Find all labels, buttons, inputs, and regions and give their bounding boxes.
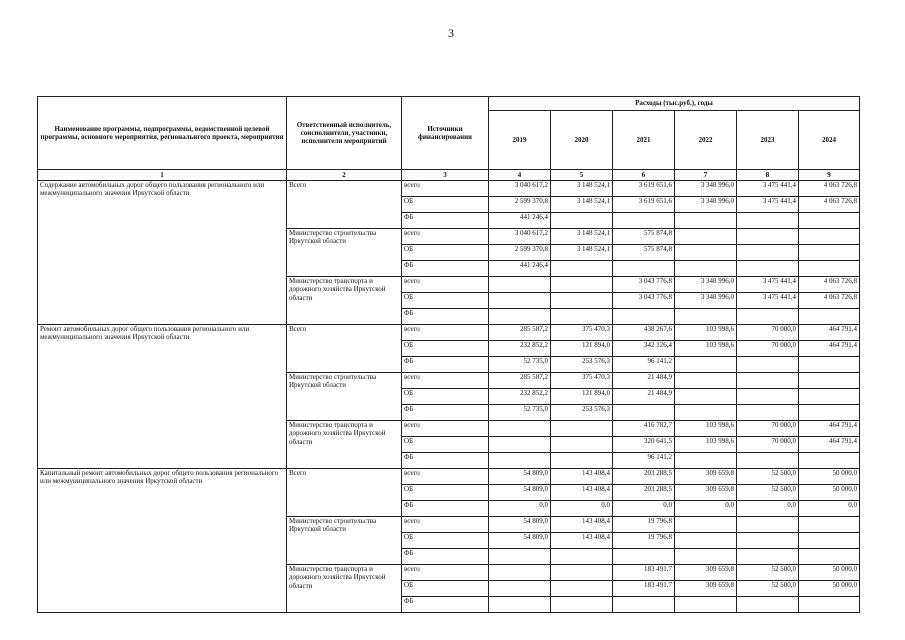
amount-cell	[737, 261, 799, 277]
amount-cell: 70 000,0	[737, 325, 799, 341]
amount-cell	[489, 565, 551, 581]
measure-name: Капитальный ремонт автомобильных дорог общего пользования регионального или межмуниципального значения Иркутской области	[38, 469, 287, 613]
amount-cell	[489, 437, 551, 453]
amount-cell: 54 809,0	[489, 469, 551, 485]
table-row	[38, 325, 860, 341]
amount-cell: 21 484,9	[613, 389, 675, 405]
amount-cell: 103 998,6	[675, 325, 737, 341]
funding-source: ФБ	[402, 501, 489, 517]
amount-cell	[675, 213, 737, 229]
funding-source: ОБ	[402, 293, 489, 309]
amount-cell: 143 408,4	[551, 469, 613, 485]
amount-cell: 70 000,0	[737, 341, 799, 357]
measure-name: Ремонт автомобильных дорог общего пользования регионального или межмуниципального значения Иркутской области	[38, 325, 287, 469]
amount-cell: 416 782,7	[613, 421, 675, 437]
amount-cell: 375 470,3	[551, 325, 613, 341]
amount-cell: 96 141,2	[613, 453, 675, 469]
amount-cell	[799, 453, 860, 469]
amount-cell	[489, 277, 551, 293]
amount-cell	[737, 357, 799, 373]
funding-source: ФБ	[402, 597, 489, 613]
amount-cell	[737, 405, 799, 421]
amount-cell	[737, 389, 799, 405]
amount-cell	[551, 309, 613, 325]
executor: Всего	[287, 181, 402, 229]
amount-cell: 203 288,5	[613, 469, 675, 485]
amount-cell: 103 998,6	[675, 437, 737, 453]
amount-cell	[675, 389, 737, 405]
column-number: 7	[675, 170, 737, 181]
amount-cell: 0,0	[489, 501, 551, 517]
amount-cell: 3 148 524,1	[551, 245, 613, 261]
amount-cell	[489, 293, 551, 309]
amount-cell: 2 599 370,8	[489, 197, 551, 213]
header-name: Наименование программы, подпрограммы, ведомственной целевой программы, основного мероприятия, региональнгого проекта, мероприятия	[38, 97, 287, 170]
amount-cell	[551, 597, 613, 613]
header-executor: Ответственный исполнитель, соисполнители, участники, исполнители мероприятий	[287, 97, 402, 170]
table-row	[38, 469, 860, 485]
amount-cell: 342 126,4	[613, 341, 675, 357]
amount-cell: 3 040 617,2	[489, 229, 551, 245]
amount-cell	[551, 453, 613, 469]
amount-cell: 143 408,4	[551, 485, 613, 501]
amount-cell	[551, 421, 613, 437]
amount-cell: 575 874,8	[613, 229, 675, 245]
amount-cell	[675, 453, 737, 469]
funding-source: ФБ	[402, 261, 489, 277]
amount-cell	[489, 549, 551, 565]
funding-source: всего	[402, 373, 489, 389]
expenses-table	[37, 96, 860, 613]
amount-cell	[737, 245, 799, 261]
funding-source: ФБ	[402, 405, 489, 421]
funding-source: всего	[402, 181, 489, 197]
amount-cell: 52 500,0	[737, 485, 799, 501]
amount-cell	[737, 213, 799, 229]
amount-cell	[551, 277, 613, 293]
amount-cell: 464 791,4	[799, 341, 860, 357]
amount-cell	[613, 597, 675, 613]
amount-cell: 52 500,0	[737, 581, 799, 597]
amount-cell: 3 040 617,2	[489, 181, 551, 197]
amount-cell	[737, 517, 799, 533]
executor: Министерство строительства Иркутской области	[287, 229, 402, 277]
amount-cell: 96 141,2	[613, 357, 675, 373]
amount-cell: 121 894,0	[551, 389, 613, 405]
amount-cell: 309 659,8	[675, 565, 737, 581]
amount-cell: 375 470,3	[551, 373, 613, 389]
amount-cell	[737, 229, 799, 245]
amount-cell: 3 475 441,4	[737, 197, 799, 213]
amount-cell	[551, 213, 613, 229]
funding-source: ОБ	[402, 485, 489, 501]
funding-source: всего	[402, 229, 489, 245]
header-year: 2023	[737, 111, 799, 170]
amount-cell: 143 408,4	[551, 517, 613, 533]
table-body	[38, 181, 860, 613]
amount-cell	[675, 597, 737, 613]
amount-cell	[799, 213, 860, 229]
amount-cell: 232 852,2	[489, 389, 551, 405]
amount-cell: 183 491,7	[613, 581, 675, 597]
amount-cell	[737, 597, 799, 613]
amount-cell: 0,0	[613, 501, 675, 517]
amount-cell: 464 791,4	[799, 437, 860, 453]
amount-cell	[799, 389, 860, 405]
funding-source: всего	[402, 325, 489, 341]
column-number: 3	[402, 170, 489, 181]
funding-source: всего	[402, 421, 489, 437]
amount-cell: 3 348 996,0	[675, 181, 737, 197]
amount-cell: 21 484,9	[613, 373, 675, 389]
amount-cell: 121 894,0	[551, 341, 613, 357]
amount-cell	[799, 597, 860, 613]
amount-cell: 52 500,0	[737, 565, 799, 581]
amount-cell: 3 148 524,1	[551, 181, 613, 197]
funding-source: ОБ	[402, 389, 489, 405]
amount-cell: 253 576,3	[551, 357, 613, 373]
funding-source: ОБ	[402, 197, 489, 213]
amount-cell: 3 148 524,1	[551, 229, 613, 245]
amount-cell: 2 599 370,8	[489, 245, 551, 261]
amount-cell: 143 408,4	[551, 533, 613, 549]
amount-cell: 3 619 651,6	[613, 197, 675, 213]
amount-cell	[799, 517, 860, 533]
amount-cell: 3 475 441,4	[737, 277, 799, 293]
header-expenses-title: Расходы (тыс.руб.), годы	[489, 97, 860, 111]
amount-cell: 4 063 726,8	[799, 277, 860, 293]
funding-source: всего	[402, 517, 489, 533]
amount-cell	[799, 549, 860, 565]
amount-cell	[551, 549, 613, 565]
table-row	[38, 181, 860, 197]
header-year: 2020	[551, 111, 613, 170]
amount-cell: 103 998,6	[675, 421, 737, 437]
funding-source: ОБ	[402, 341, 489, 357]
amount-cell: 0,0	[799, 501, 860, 517]
header-year: 2022	[675, 111, 737, 170]
amount-cell	[675, 517, 737, 533]
amount-cell	[613, 405, 675, 421]
amount-cell	[737, 309, 799, 325]
amount-cell	[799, 405, 860, 421]
amount-cell	[799, 309, 860, 325]
amount-cell: 309 659,8	[675, 469, 737, 485]
column-number: 1	[38, 170, 287, 181]
amount-cell	[613, 213, 675, 229]
amount-cell: 320 641,5	[613, 437, 675, 453]
amount-cell: 54 809,0	[489, 485, 551, 501]
amount-cell: 4 063 726,8	[799, 293, 860, 309]
amount-cell: 103 998,6	[675, 341, 737, 357]
amount-cell	[675, 309, 737, 325]
amount-cell	[551, 293, 613, 309]
amount-cell: 203 288,5	[613, 485, 675, 501]
amount-cell	[799, 533, 860, 549]
amount-cell: 52 735,0	[489, 357, 551, 373]
amount-cell: 464 791,4	[799, 421, 860, 437]
amount-cell: 70 000,0	[737, 437, 799, 453]
amount-cell: 70 000,0	[737, 421, 799, 437]
amount-cell	[489, 453, 551, 469]
amount-cell: 183 491,7	[613, 565, 675, 581]
amount-cell: 3 348 996,0	[675, 277, 737, 293]
funding-source: ОБ	[402, 533, 489, 549]
executor: Министерство транспорта и дорожного хозяйства Иркутской области	[287, 565, 402, 613]
amount-cell	[551, 437, 613, 453]
measure-name: Содержание автомобильных дорог общего пользования регионального или межмуниципального значения Иркутской области	[38, 181, 287, 325]
amount-cell	[799, 357, 860, 373]
amount-cell: 441 246,4	[489, 261, 551, 277]
amount-cell: 3 348 996,0	[675, 197, 737, 213]
column-number: 2	[287, 170, 402, 181]
amount-cell	[737, 453, 799, 469]
executor: Министерство транспорта и дорожного хозяйства Иркутской области	[287, 421, 402, 469]
amount-cell: 19 796,8	[613, 517, 675, 533]
funding-source: ФБ	[402, 357, 489, 373]
amount-cell: 285 587,2	[489, 325, 551, 341]
amount-cell	[799, 261, 860, 277]
amount-cell: 232 852,2	[489, 341, 551, 357]
amount-cell: 0,0	[675, 501, 737, 517]
amount-cell: 3 148 524,1	[551, 197, 613, 213]
amount-cell: 54 809,0	[489, 533, 551, 549]
amount-cell: 4 063 726,8	[799, 181, 860, 197]
amount-cell	[489, 421, 551, 437]
amount-cell	[737, 373, 799, 389]
amount-cell: 0,0	[737, 501, 799, 517]
funding-source: ФБ	[402, 309, 489, 325]
header-year: 2019	[489, 111, 551, 170]
funding-source: ОБ	[402, 245, 489, 261]
amount-cell: 3 043 776,8	[613, 277, 675, 293]
amount-cell: 52 735,0	[489, 405, 551, 421]
amount-cell: 285 587,2	[489, 373, 551, 389]
amount-cell: 50 000,0	[799, 581, 860, 597]
amount-cell	[737, 549, 799, 565]
executor: Министерство строительства Иркутской области	[287, 517, 402, 565]
amount-cell: 19 796,8	[613, 533, 675, 549]
amount-cell	[613, 261, 675, 277]
amount-cell: 4 063 726,8	[799, 197, 860, 213]
column-number: 5	[551, 170, 613, 181]
funding-source: ФБ	[402, 453, 489, 469]
amount-cell: 575 874,8	[613, 245, 675, 261]
header-year: 2021	[613, 111, 675, 170]
funding-source: ФБ	[402, 549, 489, 565]
amount-cell	[737, 533, 799, 549]
executor: Всего	[287, 469, 402, 517]
amount-cell	[675, 245, 737, 261]
amount-cell	[675, 373, 737, 389]
amount-cell: 50 000,0	[799, 565, 860, 581]
amount-cell: 3 475 441,4	[737, 181, 799, 197]
funding-source: ОБ	[402, 437, 489, 453]
amount-cell	[551, 581, 613, 597]
amount-cell: 3 475 441,4	[737, 293, 799, 309]
amount-cell: 50 000,0	[799, 485, 860, 501]
funding-source: ОБ	[402, 581, 489, 597]
header-source: Источники финансирования	[402, 97, 489, 170]
amount-cell	[799, 373, 860, 389]
amount-cell: 54 809,0	[489, 517, 551, 533]
amount-cell	[675, 229, 737, 245]
amount-cell: 253 576,3	[551, 405, 613, 421]
executor: Министерство транспорта и дорожного хозяйства Иркутской области	[287, 277, 402, 325]
amount-cell: 309 659,8	[675, 485, 737, 501]
amount-cell: 0,0	[551, 501, 613, 517]
funding-source: ФБ	[402, 213, 489, 229]
executor: Министерство строительства Иркутской области	[287, 373, 402, 421]
amount-cell: 52 500,0	[737, 469, 799, 485]
amount-cell	[675, 533, 737, 549]
amount-cell: 464 791,4	[799, 325, 860, 341]
amount-cell	[799, 229, 860, 245]
amount-cell: 3 619 651,6	[613, 181, 675, 197]
amount-cell	[489, 309, 551, 325]
amount-cell	[489, 597, 551, 613]
column-number: 8	[737, 170, 799, 181]
amount-cell	[489, 581, 551, 597]
funding-source: всего	[402, 277, 489, 293]
amount-cell	[675, 549, 737, 565]
amount-cell: 438 267,6	[613, 325, 675, 341]
funding-source: всего	[402, 469, 489, 485]
executor: Всего	[287, 325, 402, 373]
amount-cell	[613, 309, 675, 325]
column-number: 9	[799, 170, 860, 181]
amount-cell	[675, 357, 737, 373]
amount-cell: 3 348 996,0	[675, 293, 737, 309]
amount-cell: 3 043 776,8	[613, 293, 675, 309]
amount-cell	[675, 261, 737, 277]
page-number: 3	[448, 26, 454, 40]
amount-cell	[551, 565, 613, 581]
amount-cell	[551, 261, 613, 277]
column-number: 6	[613, 170, 675, 181]
header-year: 2024	[799, 111, 860, 170]
amount-cell	[613, 549, 675, 565]
amount-cell: 50 000,0	[799, 469, 860, 485]
column-number: 4	[489, 170, 551, 181]
funding-source: всего	[402, 565, 489, 581]
amount-cell	[799, 245, 860, 261]
amount-cell: 309 659,8	[675, 581, 737, 597]
amount-cell: 441 246,4	[489, 213, 551, 229]
amount-cell	[675, 405, 737, 421]
